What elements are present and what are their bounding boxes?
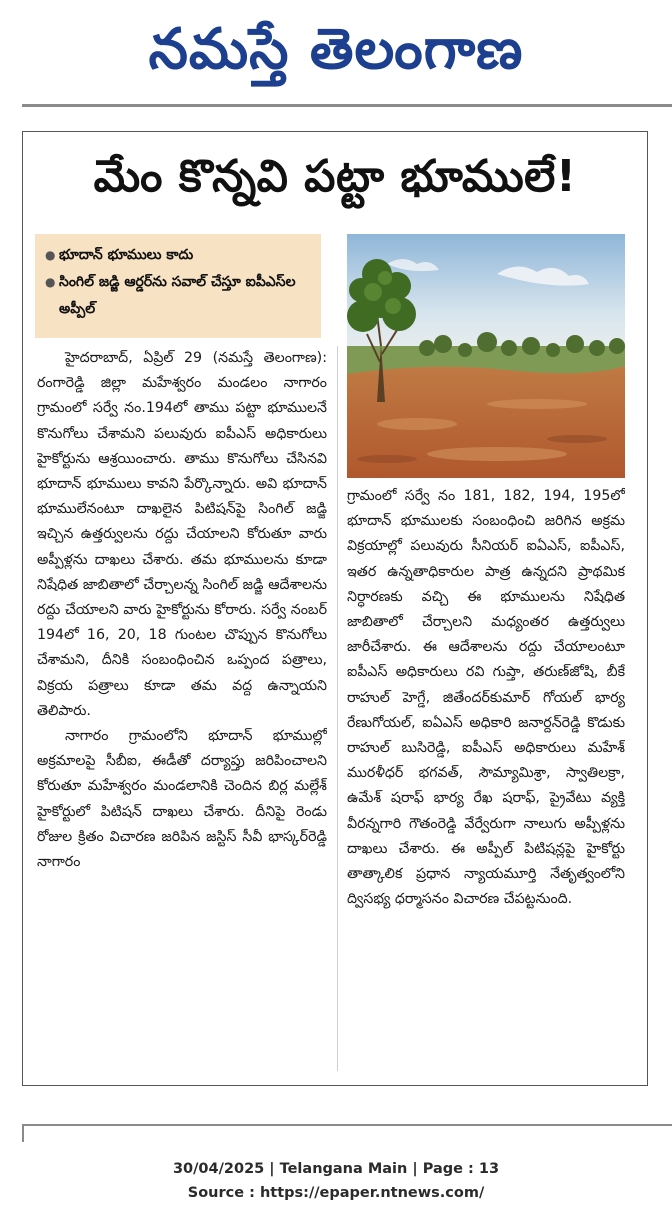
bullet-icon: ● <box>45 275 56 289</box>
article-paragraph: నాగారం గ్రామంలోని భూదాన్ భూముల్లో అక్రమాలపై సీబీఐ, ఈడీతో దర్యాప్తు జరిపించాలని కోరుతూ మహేశ్వరం మండలానికి చెందిన బిర్ల మల్లేశ్ హైకోర్టులో పిటిషన్ దాఖలు చేశారు. దీనిపై రెండు రోజుల క్రితం విచారణ జరిపిన జస్టిస్ సీవీ భాస్కర్‌రెడ్డి నాగారం <box>37 728 327 871</box>
highlight-text: సింగిల్ జడ్జి ఆర్డర్‌ను సవాల్ చేస్తూ ఐపీఎస్‌ల అప్పీల్ <box>59 274 296 317</box>
article-body-right-column <box>347 484 625 1070</box>
highlights-box <box>35 234 321 338</box>
highlight-item <box>45 269 311 323</box>
masthead <box>0 0 672 100</box>
masthead-divider <box>22 104 672 107</box>
article-paragraph: గ్రామంలో సర్వే నం 181, 182, 194, 195లో భూదాన్ భూములకు సంబంధించి జరిగిన అక్రమ విక్రయాల్లో పలువురు సీనియర్ ఐఏఎస్, ఐపీఎస్, ఇతర ఉన్నతాధికారుల పాత్ర ఉన్నదని ప్రాథమిక నిర్ధారణకు వచ్చి ఈ భూములను నిషేధిత జాబితాలో చేర్చాలని మధ్యంతర ఉత్తర్వులు జారీచేశారు. ఈ ఆదేశాలను రద్దు చేయాలంటూ ఐపీఎస్ అధికారులు రవి గుప్తా, తరుణ్‌జోషి, బీకే రాహుల్ హెగ్డే, జితేందర్‌కుమార్ గోయల్ భార్య రేణుగోయల్, ఐఏఎస్ అధికారి జనార్దన్‌రెడ్డి కొడుకు రాహుల్ బుసిరెడ్డి, ఐపీఎస్ అధికారులు మహేశ్ మురళీధర్ భగవత్, సౌమ్యామిశ్రా, స్వాతిలక్రా, ఉమేశ్ షరాఫ్ భార్య రేఖ షరాఫ్, ప్రైవేటు వ్యక్తి వీరన్నగారి గౌతంరెడ్డి వేర్వేరుగా నాలుగు అప్పీళ్లను దాఖలు చేశారు. ఈ అప్పీల్ పిటిషన్లపై హైకోర్టు తాత్కాలిక ప్రధాన న్యాయమూర్తి నేతృత్వంలోని ద్విసభ్య ధర్మాసనం విచారణ చేపట్టనుంది. <box>347 488 625 908</box>
edition-info: 30/04/2025 | Telangana Main | Page : 13 <box>172 1161 500 1177</box>
article-body-left-column <box>37 346 327 1074</box>
footer-divider-stub <box>22 1124 24 1142</box>
highlight-text: భూదాన్ భూములు కాదు <box>59 247 194 263</box>
article-paragraph: హైదరాబాద్, ఏప్రిల్ 29 (నమస్తే తెలంగాణ): రంగారెడ్డి జిల్లా మహేశ్వరం మండలం నాగారం గ్రామంలో సర్వే నం.194లో తాము పట్టా భూములనే కొనుగోలు చేశామని పలువురు ఐపీఎస్ అధికారులు హైకోర్టును ఆశ్రయించారు. తాము కొనుగోలు చేసినవి భూదాన్ భూములు కావని పేర్కొన్నారు. అవి భూదాన్ భూములేనంటూ దాఖలైన పిటిషన్‌పై సింగిల్ జడ్జి ఇచ్చిన ఉత్తర్వులను రద్దు చేయాలని కోరుతూ వారు అప్పీళ్లను దాఖలు చేశారు. తమ భూములను కూడా నిషేధిత జాబితాలో చేర్చాలన్న సింగిల్ జడ్జి ఆదేశాలను రద్దు చేయాలని వారు హైకోర్టును కోరారు. సర్వే నంబర్ 194లో 16, 20, 18 గుంటల చొప్పున కొనుగోలు చేశామని, దీనికి సంబంధించిన ఒప్పంద పత్రాలు, విక్రయ పత్రాలు కూడా తమ వద్ద ఉన్నాయని తెలిపారు. <box>37 350 327 719</box>
article-clipping <box>22 131 648 1086</box>
source-link[interactable]: Source : https://epaper.ntnews.com/ <box>187 1185 485 1201</box>
landscape-photo-icon <box>347 234 625 478</box>
highlight-item <box>45 242 311 269</box>
column-divider <box>337 346 338 1071</box>
article-photo-land <box>347 234 625 478</box>
footer-divider <box>22 1124 672 1126</box>
bullet-icon: ● <box>45 248 56 262</box>
newspaper-logo: నమస్తే తెలంగాణ <box>148 17 524 82</box>
article-headline: మేం కొన్నవి పట్టా భూములే! <box>93 151 577 202</box>
